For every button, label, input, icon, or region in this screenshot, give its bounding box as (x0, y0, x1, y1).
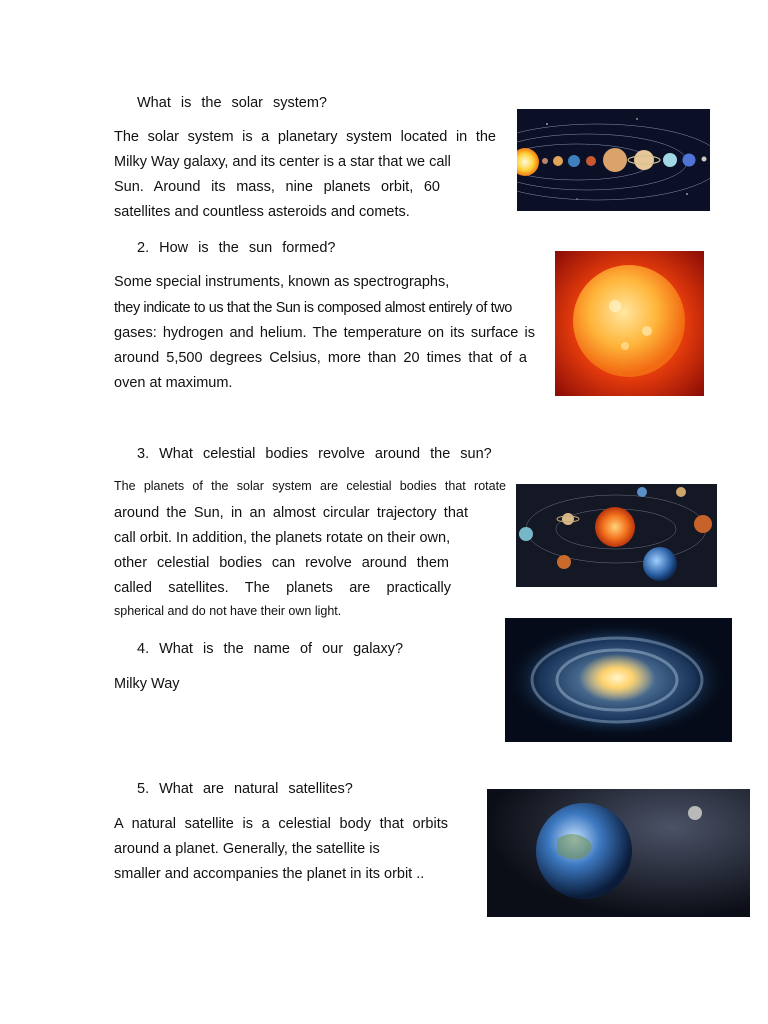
answer-2-line-1: Some special instruments, known as spectrographs, (114, 274, 450, 290)
answer-5-line-1: A natural satellite is a celestial body that orbits (114, 816, 448, 832)
answer-5-line-3: smaller and accompanies the planet in its orbit .. (114, 866, 425, 882)
question-4: 4. What is the name of our galaxy? (137, 641, 404, 657)
question-3: 3. What celestial bodies revolve around the sun? (137, 446, 492, 462)
answer-3-line-1: The planets of the solar system are celestial bodies that rotate (114, 479, 506, 493)
answer-4-line-1: Milky Way (114, 676, 180, 692)
solar-system-planets-image (517, 109, 710, 211)
earth-and-moon-image (487, 789, 750, 917)
answer-2-line-2: they indicate to us that the Sun is composed almost entirely of two (114, 300, 512, 316)
answer-2-line-4: around 5,500 degrees Celsius, more than 20 times that of a (114, 350, 527, 366)
answer-1-line-3: Sun. Around its mass, nine planets orbit, 60 (114, 179, 440, 195)
answer-2-line-5: oven at maximum. (114, 375, 233, 391)
spiral-galaxy-image (505, 618, 732, 742)
answer-3-line-3: call orbit. In addition, the planets rotate on their own, (114, 530, 451, 546)
sun-image (555, 251, 704, 396)
answer-3-line-6: spherical and do not have their own light. (114, 604, 342, 618)
question-5: 5. What are natural satellites? (137, 781, 353, 797)
answer-2-line-3: gases: hydrogen and helium. The temperature on its surface is (114, 325, 535, 341)
answer-1-line-2: Milky Way galaxy, and its center is a star that we call (114, 154, 451, 170)
answer-1-line-4: satellites and countless asteroids and comets. (114, 204, 410, 220)
answer-3-line-2: around the Sun, in an almost circular trajectory that (114, 505, 468, 521)
planets-orbiting-sun-image (516, 484, 717, 587)
answer-1-line-1: The solar system is a planetary system located in the (114, 129, 496, 145)
question-1: What is the solar system? (137, 95, 327, 111)
answer-3-line-5: called satellites. The planets are practically (114, 580, 451, 596)
answer-5-line-2: around a planet. Generally, the satellite is (114, 841, 380, 857)
answer-3-line-4: other celestial bodies can revolve around them (114, 555, 449, 571)
question-2: 2. How is the sun formed? (137, 240, 336, 256)
